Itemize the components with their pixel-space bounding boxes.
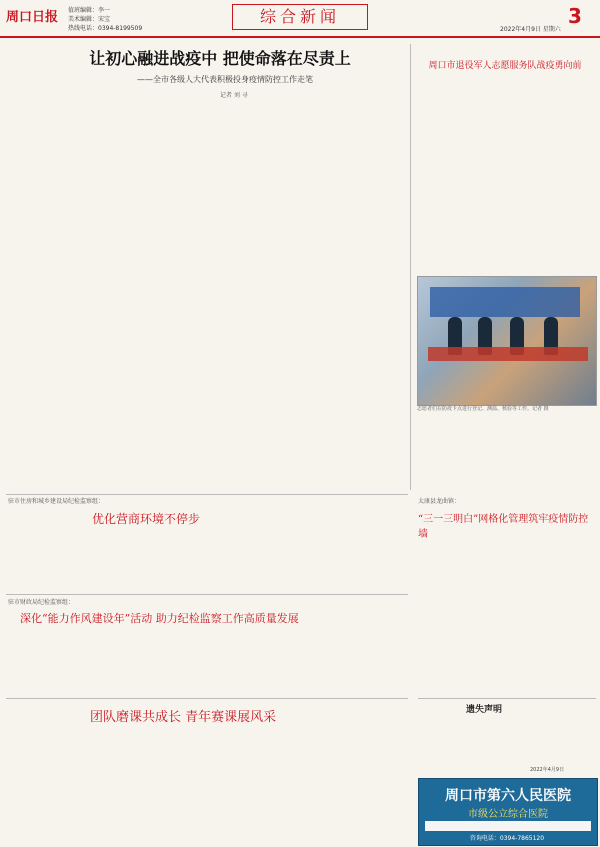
ad-subtitle: 市级公立综合医院 bbox=[468, 809, 548, 820]
section-divider bbox=[6, 698, 408, 699]
notice-body bbox=[418, 716, 596, 764]
section-divider bbox=[6, 494, 408, 495]
tent-shape bbox=[430, 287, 580, 317]
mid-right-label: 太康县龙曲镇： bbox=[418, 498, 461, 505]
bottom-column-4 bbox=[312, 724, 408, 842]
lower-column-2 bbox=[108, 628, 204, 694]
mid-left-headline: 优化营商环境不停步 bbox=[92, 512, 201, 526]
lead-subheadline: ——全市各级人大代表积极投身疫情防控工作走笔 bbox=[137, 75, 313, 84]
editor-info bbox=[68, 6, 142, 33]
mid-right-column-1 bbox=[418, 530, 504, 696]
bottom-column-1 bbox=[6, 724, 102, 842]
ad-tel: 咨询电话：0394-7865120 bbox=[469, 835, 545, 842]
right-article-title: 周口市退役军人志愿服务队战疫勇向前 bbox=[428, 61, 582, 71]
page-number: 3 bbox=[568, 4, 582, 28]
mid-left-label: 驻市住房和城乡建设局纪检监察组： bbox=[8, 498, 105, 505]
bottom-column-3 bbox=[210, 724, 306, 842]
table-shape bbox=[428, 347, 588, 361]
issue-date: 2022年4月9日 星期六 bbox=[500, 26, 561, 33]
photo-caption: 志愿者们在防疫卡点进行登记、测温、核验等工作。记者 摄 bbox=[417, 406, 549, 412]
section-divider bbox=[418, 698, 596, 699]
lead-body-column-4 bbox=[300, 100, 406, 478]
editor-line-2: 美术编辑：宋宝 bbox=[68, 16, 111, 23]
hospital-ad bbox=[418, 778, 598, 846]
mid-left-column-2 bbox=[108, 528, 204, 588]
lead-body-column-2 bbox=[104, 100, 196, 478]
page-header bbox=[0, 0, 600, 38]
lead-body-column-1 bbox=[6, 100, 98, 478]
right-article-column-1 bbox=[416, 74, 502, 272]
newspaper-logo: 周口日报 bbox=[6, 10, 59, 25]
notice-title: 遗失声明 bbox=[466, 705, 503, 715]
mid-left-column-3 bbox=[210, 528, 306, 588]
lower-headline: 深化“能力作风建设年”活动 助力纪检监察工作高质量发展 bbox=[20, 612, 299, 625]
section-divider bbox=[6, 594, 408, 595]
right-article-column-2 bbox=[508, 74, 594, 272]
mid-right-headline: “三一三明白”网格化管理筑牢疫情防控墙 bbox=[418, 514, 589, 540]
section-title: 综合新闻 bbox=[232, 4, 368, 30]
notice-date: 2022年4月9日 bbox=[530, 767, 565, 773]
lead-body-column-3 bbox=[202, 100, 294, 478]
editor-line-3: 热线电话：0394-8199509 bbox=[68, 25, 143, 32]
column-divider bbox=[410, 44, 411, 490]
lower-column-1 bbox=[6, 628, 102, 694]
lower-column-4 bbox=[312, 628, 408, 694]
lead-byline: 记者 刘 寻 bbox=[220, 92, 248, 99]
news-photo bbox=[417, 276, 597, 406]
mid-left-column-4 bbox=[312, 528, 408, 588]
editor-line-1: 值班编辑：李一 bbox=[68, 7, 111, 14]
lower-label: 驻市财政局纪检监察组： bbox=[8, 599, 75, 606]
lead-headline: 让初心融进战疫中 把使命落在尽责上 bbox=[89, 49, 351, 68]
lower-column-3 bbox=[210, 628, 306, 694]
ad-title: 周口市第六人民医院 bbox=[445, 788, 571, 804]
mid-right-column-2 bbox=[510, 530, 596, 696]
ad-strip bbox=[425, 821, 591, 831]
bottom-headline: 团队磨课共成长 青年赛课展风采 bbox=[90, 710, 277, 725]
bottom-column-2 bbox=[108, 724, 204, 842]
mid-left-column-1 bbox=[6, 528, 102, 588]
